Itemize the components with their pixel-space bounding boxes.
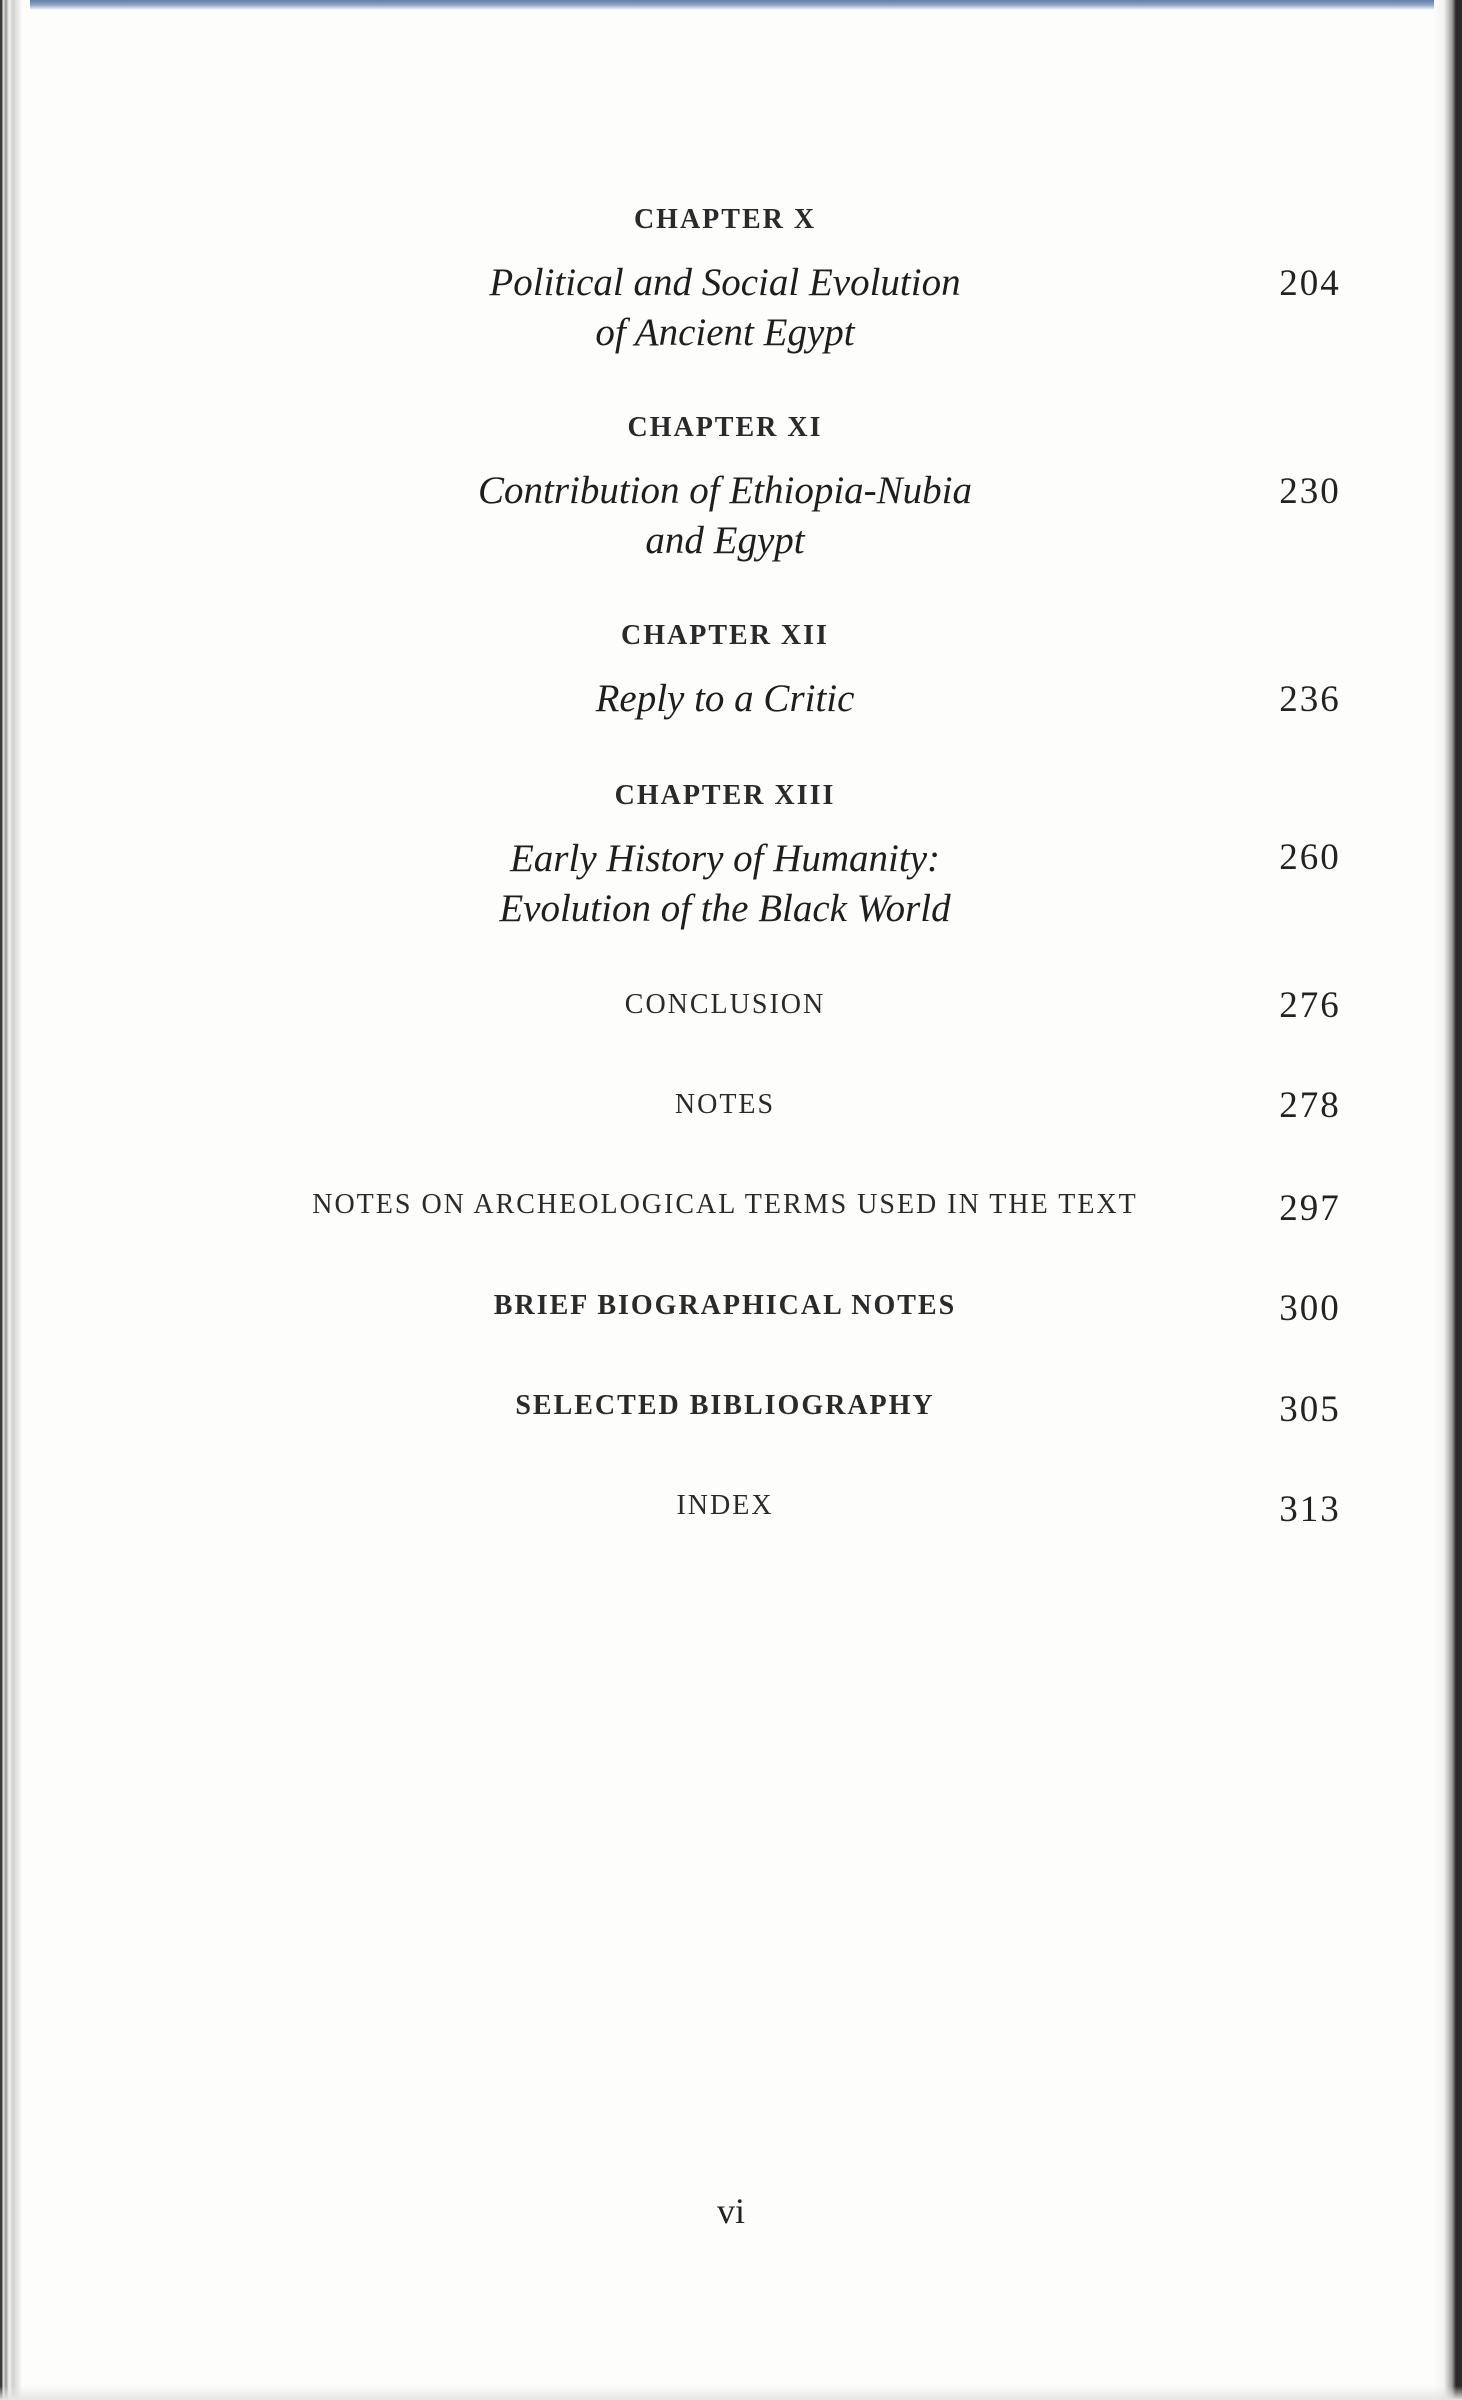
section-label: INDEX [676, 1490, 774, 1521]
section-label: NOTES [674, 1089, 776, 1120]
chapter-title-line2: and Egypt [645, 519, 805, 562]
chapter-title-line1: Reply to a Critic [595, 677, 855, 720]
toc-entry-biographical-notes [230, 1288, 1220, 1324]
section-label: BRIEF BIOGRAPHICAL NOTES [493, 1290, 957, 1321]
toc-entry-chapter-x [230, 202, 1220, 358]
chapter-title-line2: of Ancient Egypt [595, 311, 855, 354]
page-bottom-shadow [0, 2386, 1462, 2400]
chapter-label: CHAPTER XI [627, 412, 823, 443]
toc-entry-chapter-xii [230, 618, 1220, 724]
page-top-edge [0, 0, 1462, 10]
page-number: 278 [1279, 1085, 1341, 1126]
page-number: 236 [1279, 679, 1341, 720]
page-number: 276 [1279, 985, 1341, 1026]
section-label: SELECTED BIBLIOGRAPHY [515, 1390, 935, 1421]
page-folio: vi [716, 2191, 745, 2231]
chapter-label: CHAPTER X [633, 204, 817, 235]
page-number: 305 [1279, 1389, 1341, 1430]
page-number: 230 [1279, 471, 1341, 512]
page-right-edge [1434, 0, 1462, 2400]
page-number: 297 [1279, 1188, 1341, 1229]
page-number: 260 [1279, 837, 1341, 878]
chapter-title-line1: Contribution of Ethiopia-Nubia [477, 469, 973, 512]
section-label: CONCLUSION [624, 989, 826, 1020]
toc-entry-chapter-xi [230, 410, 1220, 566]
chapter-label: CHAPTER XII [621, 620, 829, 651]
chapter-title-line1: Early History of Humanity: [509, 837, 941, 880]
toc-entry-index [230, 1488, 1220, 1524]
toc-entry-chapter-xiii [230, 778, 1220, 934]
toc-entry-notes [230, 1087, 1220, 1123]
chapter-title-line2: Evolution of the Black World [499, 887, 951, 930]
chapter-title-line1: Political and Social Evolution [489, 261, 961, 304]
page-number: 204 [1279, 263, 1341, 304]
toc-entry-conclusion [230, 987, 1220, 1023]
page-left-edge [0, 0, 30, 2400]
page-number: 300 [1279, 1288, 1341, 1329]
toc-entry-bibliography [230, 1388, 1220, 1424]
chapter-label: CHAPTER XIII [614, 780, 836, 811]
page-number: 313 [1279, 1489, 1341, 1530]
toc-entry-archeological-terms: NOTES ON ARCHEOLOGICAL TERMS USED IN THE TEXT [312, 1189, 1138, 1220]
